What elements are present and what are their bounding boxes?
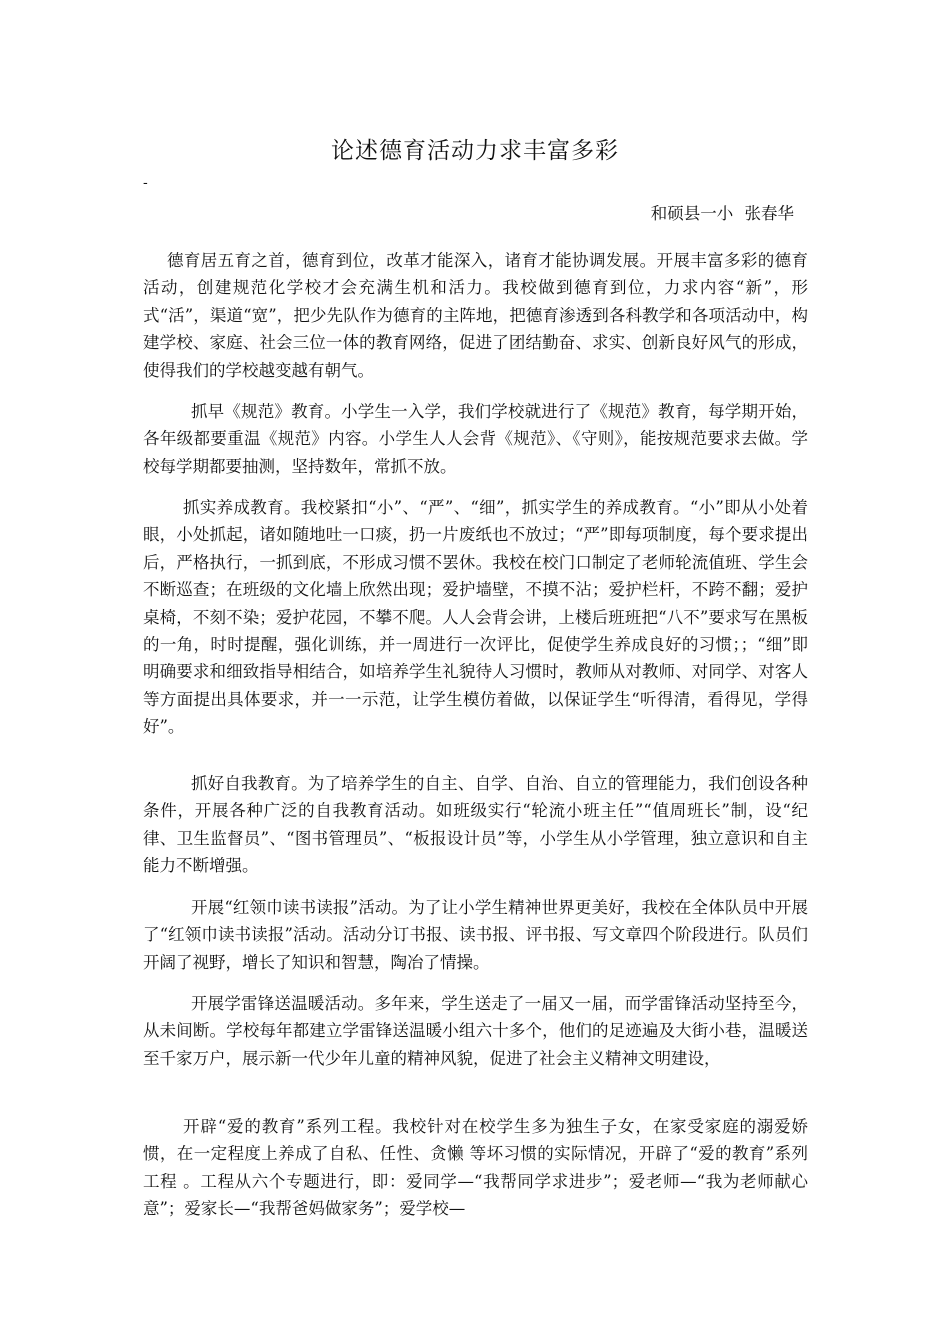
paragraph-norms-education: 抓早《规范》教育。小学生一入学，我们学校就进行了《规范》教育，每学期开始，各年级都要重温《规范》内容。小学生人人会背《规范》、《守则》，能按规范要求去做。学校每学期都要抽测，坚持数年，常抓不放。 — [143, 402, 808, 476]
dash-mark: - — [143, 175, 148, 191]
paragraph-self-education: 抓好自我教育。为了培养学生的自主、自学、自治、自立的管理能力，我们创设各种条件，开展各种广泛的自我教育活动。如班级实行“轮流小班主任”“值周班长”制，设“纪律、卫生监督员”、“图书管理员”、“板报设计员”等，小学生从小学管理，独立意识和自主能力不断增强。 — [143, 774, 808, 876]
paragraph-intro: 德育居五育之首，德育到位，改革才能深入，诸育才能协调发展。开展丰富多彩的德育活动，创建规范化学校才会充满生机和活力。我校做到德育到位，力求内容“新”，形式“活”，渠道“宽”，把少先队作为德育的主阵地，把德育渗透到各科教学和各项活动中，构建学校、家庭、社会三位一体的教育网络，促进了团结勤奋、求实、创新良好风气的形成，使得我们的学校越变越有朝气。 — [143, 251, 808, 380]
paragraph-reading-activity: 开展“红领巾读书读报”活动。为了让小学生精神世界更美好，我校在全体队员中开展了“红领巾读书读报”活动。活动分订书报、读书报、评书报、写文章四个阶段进行。队员们开阔了视野，增长了知识和智慧，陶冶了情操。 — [143, 898, 808, 972]
paragraph-habit-education: 抓实养成教育。我校紧扣“小”、“严”、“细”，抓实学生的养成教育。“小”即从小处着眼，小处抓起，诸如随地吐一口痰，扔一片废纸也不放过；“严”即每项制度，每个要求提出后，严格执行，一抓到底，不形成习惯不罢休。我校在校门口制定了老师轮流值班、学生会不断巡查；在班级的文化墙上欣然出现；爱护墙壁，不摸不沾；爱护栏杆，不跨不翻；爱护桌椅，不刻不染；爱护花园，不攀不爬。人人会背会讲，上楼后班班把“八不”要求写在黑板的一角，时时提醒，强化训练，并一周进行一次评比，促使学生养成良好的习惯；；“细”即明确要求和细致指导相结合，如培养学生礼貌待人习惯时，教师从对教师、对同学、对客人等方面提出具体要求，并一一示范，让学生模仿着做，以保证学生“听得清，看得见，学得好”。 — [143, 498, 808, 737]
author-line: 和硕县一小 张春华 — [650, 204, 794, 223]
paragraph-lei-feng-activity: 开展学雷锋送温暖活动。多年来，学生送走了一届又一届，而学雷锋活动坚持至今，从未间断。学校每年都建立学雷锋送温暖小组六十多个，他们的足迹遍及大街小巷，温暖送至千家万户，展示新一代少年儿童的精神风貌，促进了社会主义精神文明建设， — [143, 994, 808, 1068]
document-title: 论述德育活动力求丰富多彩 — [331, 138, 619, 164]
paragraph-love-education: 开辟“爱的教育”系列工程。我校针对在校学生多为独生子女，在家受家庭的溺爱娇惯，在一定程度上养成了自私、任性、贪懒 等坏习惯的实际情况，开辟了“爱的教育”系列工程 。工程从六个专题进行，即：爱同学—“我帮同学求进步”；爱老师—“我为老师献心意”；爱家长—“我帮爸妈做家务”；爱学校— — [143, 1117, 808, 1219]
